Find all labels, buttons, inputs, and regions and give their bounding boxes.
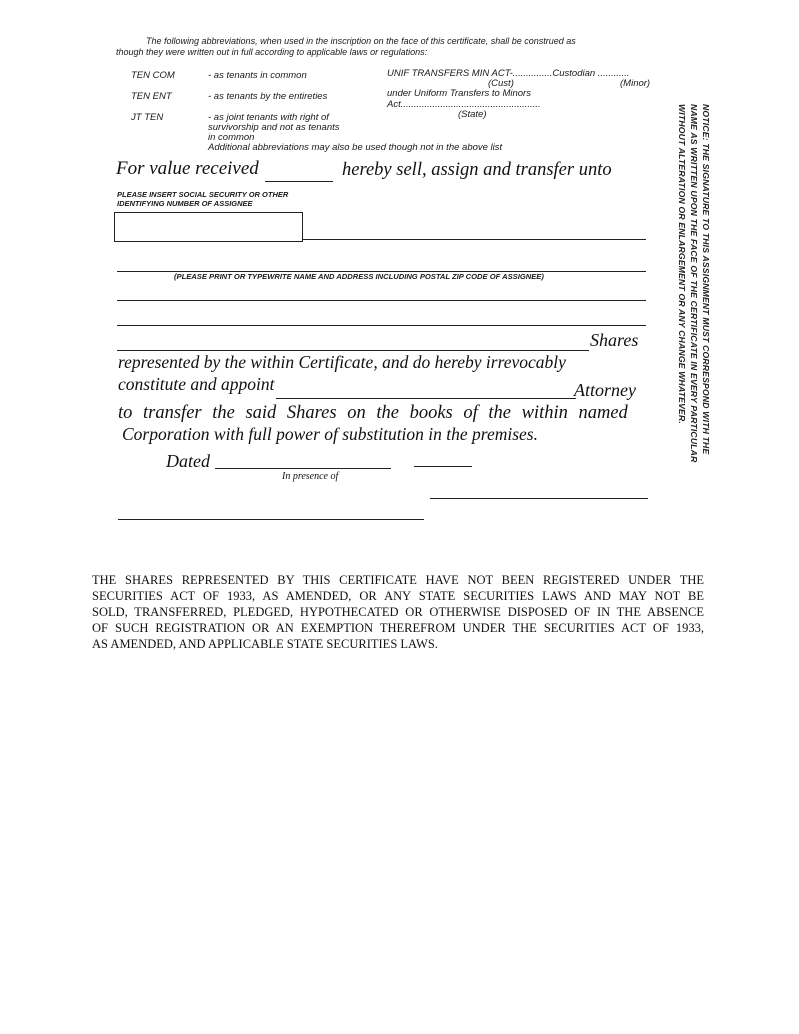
intro-line-1: The following abbreviations, when used in the inscription on the face of this certificate, shall be construed as — [146, 36, 576, 46]
address-line-1[interactable] — [117, 300, 646, 301]
ssn-label-line-1: PLEASE INSERT SOCIAL SECURITY OR OTHER — [117, 190, 289, 199]
shares-count-line[interactable] — [117, 350, 589, 351]
for-value-received: For value received — [116, 158, 259, 179]
abbr-unif-line-2: under Uniform Transfers to Minors — [387, 88, 531, 99]
abbr-ten-ent: TEN ENT — [131, 91, 172, 102]
notice-line-3: WITHOUT ALTERATION OR ENLARGEMENT OR ANY CHANGE WHATEVER. — [677, 104, 687, 424]
represented-text: represented by the within Certificate, and do hereby irrevocably — [118, 352, 566, 372]
abbr-state: (State) — [458, 109, 487, 120]
ssn-input-box[interactable] — [114, 212, 303, 242]
hereby-assign-text: hereby sell, assign and transfer unto — [342, 160, 612, 180]
abbr-minor: (Minor) — [620, 78, 651, 89]
legend-line-1: THE SHARES REPRESENTED BY THIS CERTIFICATE HAVE NOT BEEN REGISTERED UNDER THE — [92, 573, 704, 587]
abbr-jt-ten: JT TEN — [131, 112, 164, 123]
attorney-word: Attorney — [574, 380, 636, 400]
abbr-unif-line-3: Act..................................................... — [387, 99, 541, 110]
legend-line-2: SECURITIES ACT OF 1933, AS AMENDED, OR ANY STATE SECURITIES LAWS AND MAY NOT BE — [92, 589, 704, 603]
abbr-jt-ten-meaning-3: in common — [208, 132, 255, 143]
abbr-ten-com-meaning: - as tenants in common — [208, 70, 307, 81]
shares-word: Shares — [590, 330, 639, 350]
dated-year-line[interactable] — [414, 466, 472, 467]
signature-notice — [672, 104, 712, 464]
legend-line-4: OF SUCH REGISTRATION OR AN EXEMPTION THEREFROM UNDER THE SECURITIES ACT OF 1933, — [92, 621, 704, 635]
attorney-name-line[interactable] — [276, 398, 576, 399]
witness-line[interactable] — [118, 519, 424, 520]
address-line-2[interactable] — [117, 325, 646, 326]
abbr-ten-ent-meaning: - as tenants by the entireties — [208, 91, 328, 102]
abbr-unif-line-1: UNIF TRANSFERS MIN ACT-...............Custodian ............ — [387, 68, 630, 79]
abbr-jt-ten-meaning-2: survivorship and not as tenants — [208, 122, 340, 133]
intro-line-2: though they were written out in full according to applicable laws or regulations: — [116, 47, 428, 57]
ssn-label — [117, 190, 288, 208]
abbr-cust: (Cust) — [488, 78, 514, 89]
value-blank-line[interactable] — [265, 181, 333, 182]
legend-line-3: SOLD, TRANSFERRED, PLEDGED, HYPOTHECATED OR OTHERWISE DISPOSED OF IN THE ABSENCE — [92, 605, 704, 619]
corporation-text: Corporation with full power of substitution in the premises. — [122, 424, 538, 444]
constitute-text: constitute and appoint — [118, 374, 275, 394]
notice-line-1: NOTICE: THE SIGNATURE TO THIS ASSIGNMENT MUST CORRESPOND WITH THE — [701, 104, 711, 455]
securities-legend — [92, 572, 704, 652]
in-presence-label: In presence of — [282, 471, 339, 482]
signature-line[interactable] — [430, 498, 648, 499]
ssn-label-line-2: IDENTIFYING NUMBER OF ASSIGNEE — [117, 199, 253, 208]
legend-line-5: AS AMENDED, AND APPLICABLE STATE SECURITIES LAWS. — [92, 637, 438, 651]
dated-label: Dated — [166, 451, 210, 471]
abbr-jt-ten-meaning-1: - as joint tenants with right of — [208, 112, 329, 123]
abbr-additional: Additional abbreviations may also be used though not in the above list — [208, 142, 503, 153]
abbr-ten-com: TEN COM — [131, 70, 175, 81]
to-transfer-text: to transfer the said Shares on the books of the within named — [118, 403, 628, 423]
notice-line-2: NAME AS WRITTEN UPON THE FACE OF THE CERTIFICATE IN EVERY PARTICULAR — [689, 104, 699, 463]
assignee-line-1[interactable] — [302, 239, 646, 240]
dated-line[interactable] — [215, 468, 391, 469]
print-name-label: (PLEASE PRINT OR TYPEWRITE NAME AND ADDRESS INCLUDING POSTAL ZIP CODE OF ASSIGNEE) — [174, 272, 544, 281]
